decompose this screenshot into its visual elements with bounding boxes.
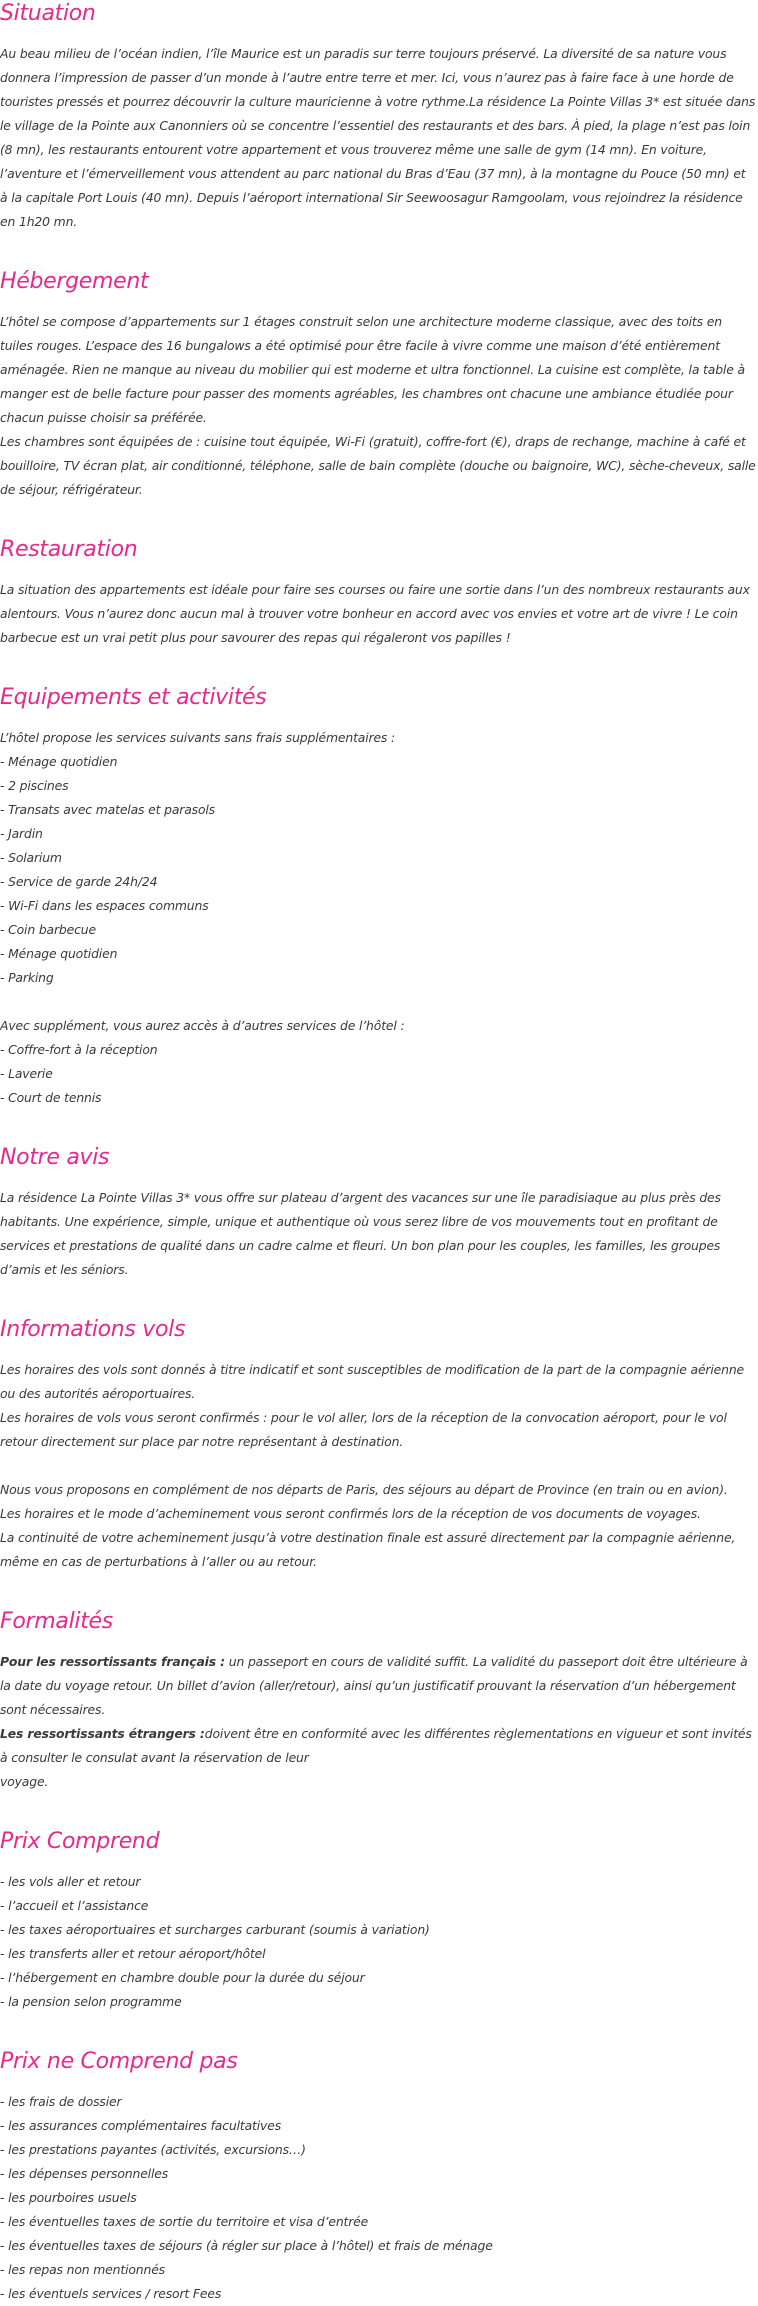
- list-item: - Ménage quotidien: [0, 754, 118, 769]
- list-item: - Court de tennis: [0, 1090, 102, 1105]
- list-item: - les repas non mentionnés: [0, 2262, 165, 2277]
- list-item: - les prestations payantes (activités, excursions…): [0, 2142, 306, 2157]
- list-item: - Parking: [0, 970, 54, 985]
- section-title-vols: Informations vols: [0, 1317, 186, 1342]
- list-item: - Ménage quotidien: [0, 946, 118, 961]
- section-title-situation: Situation: [0, 1, 96, 26]
- list-item: - Jardin: [0, 826, 43, 841]
- list-item: - les assurances complémentaires facultatives: [0, 2118, 282, 2133]
- section-avis: [0, 1144, 758, 1282]
- prix-comprend-list: [0, 1870, 758, 2014]
- equipements-intro-paid: Avec supplément, vous aurez accès à d’autres services de l’hôtel :: [0, 1018, 405, 1033]
- formalites-francais-label: Pour les ressortissants français :: [0, 1654, 225, 1669]
- list-item: - l’accueil et l’assistance: [0, 1898, 149, 1913]
- list-item: - Transats avec matelas et parasols: [0, 802, 215, 817]
- section-title-prix-comprend: Prix Comprend: [0, 1829, 160, 1854]
- vols-paragraph-1: Les horaires des vols sont donnés à titre indicatif et sont susceptibles de modification de la part de la compagnie aérienne ou des autorités aéroportuaires.: [0, 1362, 745, 1401]
- formalites-etrangers-end: voyage.: [0, 1774, 49, 1789]
- equipements-intro-free: L’hôtel propose les services suivants sans frais supplémentaires :: [0, 730, 396, 745]
- list-item: - Coin barbecue: [0, 922, 96, 937]
- list-item: - les frais de dossier: [0, 2094, 122, 2109]
- list-item: - l’hébergement en chambre double pour la durée du séjour: [0, 1970, 365, 1985]
- section-title-avis: Notre avis: [0, 1145, 110, 1170]
- section-title-formalites: Formalités: [0, 1609, 113, 1634]
- vols-paragraph-5: La continuité de votre acheminement jusqu’à votre destination finale est assuré directement par la compagnie aérienne, même en cas de perturbations à l’aller ou au retour.: [0, 1530, 736, 1569]
- equipements-list: [0, 726, 758, 1110]
- list-item: - les vols aller et retour: [0, 1874, 141, 1889]
- list-item: - la pension selon programme: [0, 1994, 182, 2009]
- section-situation: [0, 0, 758, 234]
- list-item: - les éventuels services / resort Fees: [0, 2286, 222, 2301]
- formalites-francais-text: un passeport en cours de validité suffit. La validité du passeport doit être ultérieure à la date du voyage retour. Un billet d’avion (aller/retour), ainsi qu’un justificatif prouvant la réservation d’un hébergement sont nécessaires.: [0, 1654, 748, 1717]
- list-item: - 2 piscines: [0, 778, 69, 793]
- section-title-hebergement: Hébergement: [0, 269, 149, 294]
- list-item: - Service de garde 24h/24: [0, 874, 158, 889]
- section-prix-comprend: [0, 1828, 758, 2014]
- section-equipements: [0, 684, 758, 1110]
- situation-paragraph: Au beau milieu de l’océan indien, l’île Maurice est un paradis sur terre toujours préservé. La diversité de sa nature vous donnera l’impression de passer d’un monde à l’autre entre terre et mer. Ici, vous n’aurez pas à faire face à une horde de touristes pressés et pourrez découvrir la culture mauricienne à votre rythme.La résidence La Pointe Villas 3* est située dans le village de la Pointe aux Canonniers où se concentre l’essentiel des restaurants et des bars. À pied, la plage n’est pas loin (8 mn), les restaurants entourent votre appartement et vous trouverez même une salle de gym (14 mn). En voiture, l’aventure et l’émerveillement vous attendent au parc national du Bras d’Eau (37 mn), à la montagne du Pouce (50 mn) et à la capitale Port Louis (40 mn). Depuis l’aéroport international Sir Seewoosagur Ramgoolam, vous rejoindrez la résidence en 1h20 mn.: [0, 46, 756, 229]
- section-formalites: [0, 1608, 758, 1794]
- avis-paragraph: La résidence La Pointe Villas 3* vous offre sur plateau d’argent des vacances sur une île paradisiaque au plus près des habitants. Une expérience, simple, unique et authentique où vous serez libre de vos mouvements tout en profitant de services et prestations de qualité dans un cadre calme et fleuri. Un bon plan pour les couples, les familles, les groupes d’amis et les séniors.: [0, 1190, 721, 1277]
- section-title-restauration: Restauration: [0, 537, 138, 562]
- list-item: - les éventuelles taxes de sortie du territoire et visa d’entrée: [0, 2214, 369, 2229]
- formalites-etrangers-text: doivent être en conformité avec les différentes règlementations en vigueur et sont invités à consulter le consulat avant la réservation de leur: [0, 1726, 752, 1765]
- list-item: - Coffre-fort à la réception: [0, 1042, 158, 1057]
- section-hebergement: [0, 268, 758, 502]
- vols-paragraph-3: Nous vous proposons en complément de nos départs de Paris, des séjours au départ de Province (en train ou en avion).: [0, 1482, 728, 1497]
- list-item: - Wi-Fi dans les espaces communs: [0, 898, 209, 913]
- section-restauration: [0, 536, 758, 650]
- section-prix-ne-comprend: [0, 2048, 758, 2306]
- list-item: - Laverie: [0, 1066, 53, 1081]
- formalites-etrangers-label: Les ressortissants étrangers :: [0, 1726, 205, 1741]
- restauration-paragraph: La situation des appartements est idéale pour faire ses courses ou faire une sortie dans l’un des nombreux restaurants aux alentours. Vous n’aurez donc aucun mal à trouver votre bonheur en accord avec vos envies et votre art de vivre ! Le coin barbecue est un vrai petit plus pour savourer des repas qui régaleront vos papilles !: [0, 582, 750, 645]
- prix-ne-comprend-list: [0, 2090, 758, 2306]
- vols-paragraph-2: Les horaires de vols vous seront confirmés : pour le vol aller, lors de la réception de la convocation aéroport, pour le vol retour directement sur place par notre représentant à destination.: [0, 1410, 727, 1449]
- list-item: - les transferts aller et retour aéroport/hôtel: [0, 1946, 266, 1961]
- section-title-prix-ne-comprend: Prix ne Comprend pas: [0, 2049, 238, 2074]
- formalites-francais: [0, 1650, 758, 1722]
- section-title-equipements: Equipements et activités: [0, 685, 267, 710]
- hebergement-paragraph-1: L’hôtel se compose d’appartements sur 1 étages construit selon une architecture moderne classique, avec des toits en tuiles rouges. L’espace des 16 bungalows a été optimisé pour être facile à vivre comme une maison d’été entièrement aménagée. Rien ne manque au niveau du mobilier qui est moderne et ultra fonctionnel. La cuisine est complète, la table à manger est de belle facture pour passer des moments agréables, les chambres ont chacune une ambiance étudiée pour chacun puisse choisir sa préférée.: [0, 314, 745, 425]
- vols-paragraph-4: Les horaires et le mode d’acheminement vous seront confirmés lors de la réception de vos documents de voyages.: [0, 1506, 701, 1521]
- list-item: - les éventuelles taxes de séjours (à régler sur place à l’hôtel) et frais de ménage: [0, 2238, 493, 2253]
- section-vols: [0, 1316, 758, 1574]
- list-item: - les pourboires usuels: [0, 2190, 137, 2205]
- list-item: - Solarium: [0, 850, 62, 865]
- formalites-etrangers: [0, 1722, 758, 1770]
- hebergement-paragraph-2: Les chambres sont équipées de : cuisine tout équipée, Wi-Fi (gratuit), coffre-fort (€), draps de rechange, machine à café et bouilloire, TV écran plat, air conditionné, téléphone, salle de bain complète (douche ou baignoire, WC), sèche-cheveux, salle de séjour, réfrigérateur.: [0, 434, 756, 497]
- list-item: - les dépenses personnelles: [0, 2166, 169, 2181]
- list-item: - les taxes aéroportuaires et surcharges carburant (soumis à variation): [0, 1922, 430, 1937]
